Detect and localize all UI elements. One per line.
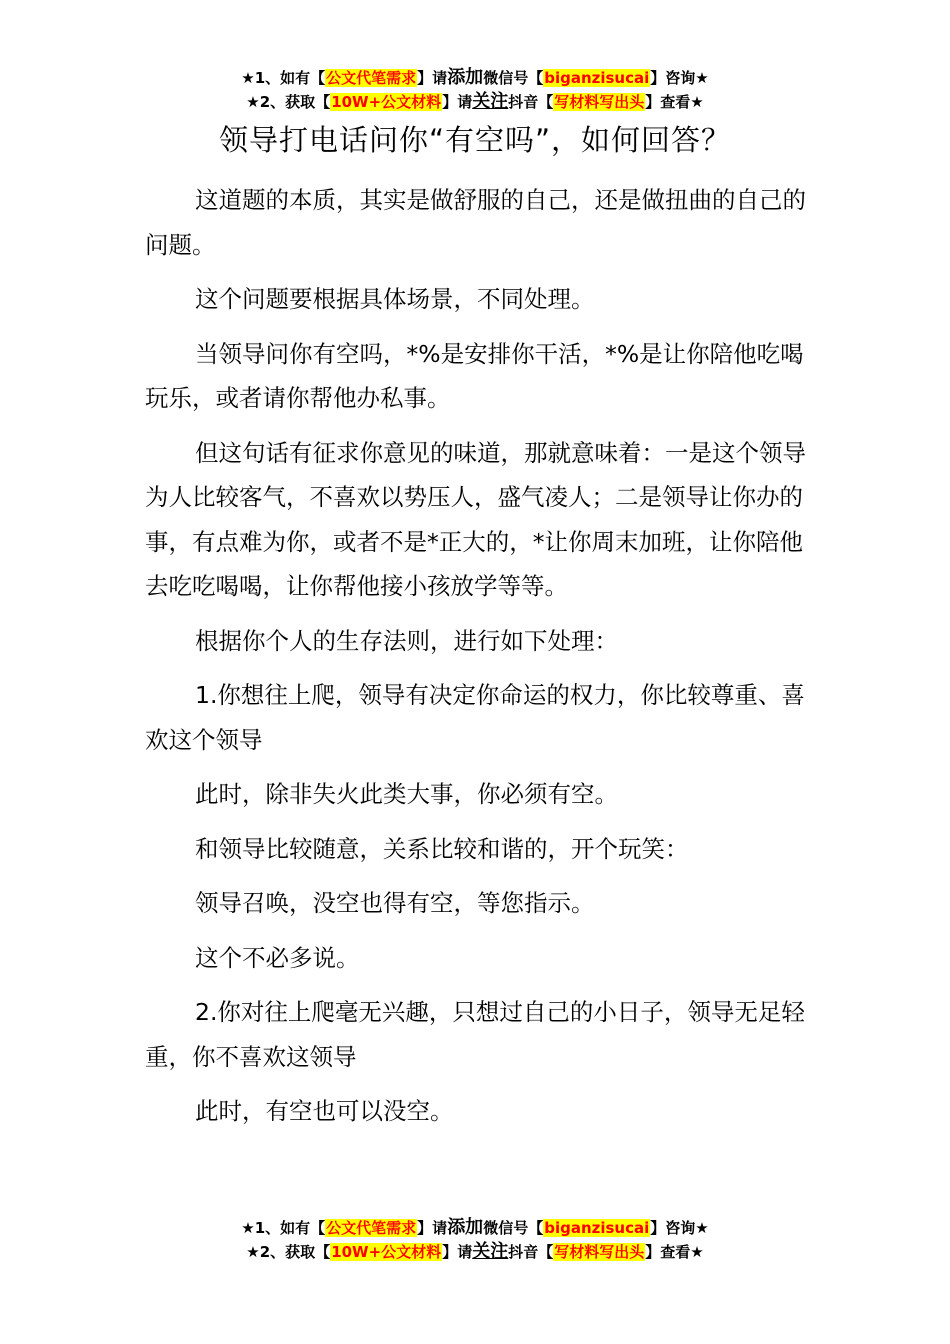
document-title: 领导打电话问你“有空吗”，如何回答？ xyxy=(218,123,732,157)
paragraph: 这个不必多说。 xyxy=(195,943,360,972)
paragraph: 当领导问你有空吗，*%是安排你干活，*%是让你陪他吃喝玩乐，或者请你帮他办私事。 xyxy=(145,339,804,412)
highlight-douyin-account: 写材料写出头 xyxy=(554,1243,645,1261)
banner-text: 】咨询★ xyxy=(650,1219,709,1237)
paragraph: 这个问题要根据具体场景，不同处理。 xyxy=(195,285,595,313)
banner-text: 】请 xyxy=(417,1219,448,1237)
banner-text: 1、如有【 xyxy=(254,69,326,87)
highlight-materials: 10W+公文材料 xyxy=(331,1243,442,1261)
banner-line-2 xyxy=(0,90,950,114)
highlight-wechat-id: biganzisucai xyxy=(544,1219,650,1237)
banner-line-2 xyxy=(0,1240,950,1264)
banner-line-1 xyxy=(0,66,950,90)
paragraph: 2.你对往上爬毫无兴趣，只想过自己的小日子，领导无足轻重，你不喜欢这领导 xyxy=(145,998,805,1071)
star-icon: ★ xyxy=(241,69,255,87)
paragraph: 但这句话有征求你意见的味道，那就意味着：一是这个领导为人比较客气，不喜欢以势压人，盛气凌人；二是领导让你办的事，有点难为你，或者不是*正大的，*让你周末加班，让你陪他去吃吃喝喝，让你帮他接小孩放学等等。 xyxy=(145,438,806,600)
banner-emphasis: 添加 xyxy=(447,67,484,88)
banner-emphasis: 添加 xyxy=(447,1217,484,1238)
highlight-service: 公文代笔需求 xyxy=(326,1219,417,1237)
top-banner xyxy=(0,66,950,114)
paragraph: 和领导比较随意，关系比较和谐的，开个玩笑： xyxy=(195,834,689,863)
paragraph: 领导召唤，没空也得有空，等您指示。 xyxy=(195,889,595,917)
paragraph: 根据你个人的生存法则，进行如下处理： xyxy=(195,626,618,655)
banner-text: 2、获取【 xyxy=(259,1243,331,1261)
highlight-wechat-id: biganzisucai xyxy=(544,69,650,87)
banner-text: 】请 xyxy=(442,1243,473,1261)
paragraph: 此时，除非失火此类大事，你必须有空。 xyxy=(195,780,618,808)
banner-emphasis: 关注 xyxy=(472,91,509,112)
banner-text: 1、如有【 xyxy=(254,1219,326,1237)
banner-text: 】咨询★ xyxy=(650,69,709,87)
banner-emphasis: 关注 xyxy=(472,1241,509,1262)
banner-text: 抖音【 xyxy=(508,93,554,111)
highlight-materials: 10W+公文材料 xyxy=(331,93,442,111)
banner-line-1 xyxy=(0,1216,950,1240)
highlight-service: 公文代笔需求 xyxy=(326,69,417,87)
banner-text: 2、获取【 xyxy=(259,93,331,111)
document-body xyxy=(145,178,821,1144)
banner-text: 微信号【 xyxy=(483,69,544,87)
paragraph: 1.你想往上爬，领导有决定你命运的权力，你比较尊重、喜欢这个领导 xyxy=(145,681,805,754)
star-icon: ★ xyxy=(246,93,260,111)
bottom-banner xyxy=(0,1216,950,1264)
banner-text: 】请 xyxy=(417,69,448,87)
banner-text: 】查看★ xyxy=(645,1243,704,1261)
highlight-douyin-account: 写材料写出头 xyxy=(554,93,645,111)
banner-text: 】请 xyxy=(442,93,473,111)
star-icon: ★ xyxy=(246,1243,260,1261)
paragraph: 这道题的本质，其实是做舒服的自己，还是做扭曲的自己的问题。 xyxy=(145,186,806,259)
star-icon: ★ xyxy=(241,1219,255,1237)
banner-text: 抖音【 xyxy=(508,1243,554,1261)
paragraph: 此时，有空也可以没空。 xyxy=(195,1097,454,1125)
banner-text: 微信号【 xyxy=(483,1219,544,1237)
banner-text: 】查看★ xyxy=(645,93,704,111)
